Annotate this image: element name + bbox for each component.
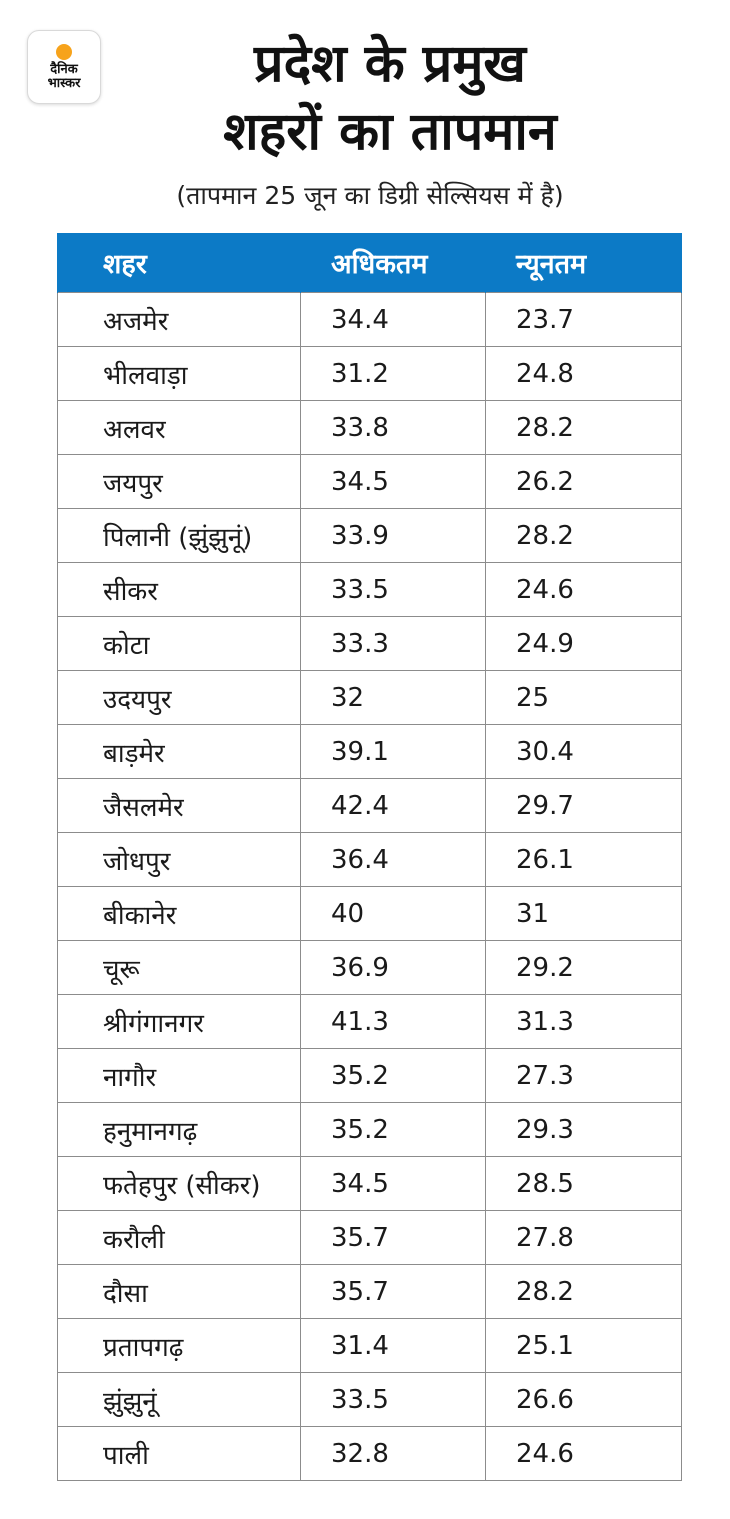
- table-row: [58, 1103, 682, 1157]
- city-cell: अजमेर: [58, 293, 301, 347]
- max-temp-cell: 31.4: [301, 1319, 486, 1373]
- table-row: [58, 1319, 682, 1373]
- min-temp-cell: 28.2: [486, 401, 682, 455]
- page-subtitle: (तापमान 25 जून का डिग्री सेल्सियस में है): [176, 181, 564, 210]
- table-row: [58, 995, 682, 1049]
- max-temp-cell: 36.9: [301, 941, 486, 995]
- header-max: अधिकतम: [301, 233, 486, 293]
- max-temp-cell: 34.5: [301, 455, 486, 509]
- max-temp-cell: 33.3: [301, 617, 486, 671]
- max-temp-cell: 42.4: [301, 779, 486, 833]
- min-temp-cell: 31: [486, 887, 682, 941]
- table-row: [58, 725, 682, 779]
- table-row: [58, 1373, 682, 1427]
- max-temp-cell: 35.7: [301, 1211, 486, 1265]
- city-cell: बीकानेर: [58, 887, 301, 941]
- min-temp-cell: 26.6: [486, 1373, 682, 1427]
- max-temp-cell: 33.5: [301, 563, 486, 617]
- max-temp-cell: 36.4: [301, 833, 486, 887]
- max-temp-cell: 34.4: [301, 293, 486, 347]
- title-line1: प्रदेश के प्रमुख: [254, 34, 526, 94]
- city-cell: जैसलमेर: [58, 779, 301, 833]
- table-row: [58, 671, 682, 725]
- min-temp-cell: 29.7: [486, 779, 682, 833]
- max-temp-cell: 32: [301, 671, 486, 725]
- table-row: [58, 1049, 682, 1103]
- city-cell: श्रीगंगानगर: [58, 995, 301, 1049]
- min-temp-cell: 28.2: [486, 509, 682, 563]
- table-row: [58, 563, 682, 617]
- min-temp-cell: 31.3: [486, 995, 682, 1049]
- city-cell: कोटा: [58, 617, 301, 671]
- table-row: [58, 617, 682, 671]
- table-row: [58, 833, 682, 887]
- city-cell: करौली: [58, 1211, 301, 1265]
- table-row: [58, 1157, 682, 1211]
- city-cell: प्रतापगढ़: [58, 1319, 301, 1373]
- min-temp-cell: 28.5: [486, 1157, 682, 1211]
- logo-text-line2: भास्कर: [47, 75, 81, 91]
- city-cell: नागौर: [58, 1049, 301, 1103]
- city-cell: पाली: [58, 1427, 301, 1481]
- max-temp-cell: 40: [301, 887, 486, 941]
- table-row: [58, 1265, 682, 1319]
- min-temp-cell: 26.2: [486, 455, 682, 509]
- brand-logo: [27, 30, 101, 104]
- min-temp-cell: 28.2: [486, 1265, 682, 1319]
- city-cell: उदयपुर: [58, 671, 301, 725]
- header-min: न्यूनतम: [486, 233, 682, 293]
- min-temp-cell: 26.1: [486, 833, 682, 887]
- min-temp-cell: 29.3: [486, 1103, 682, 1157]
- header-city: शहर: [58, 233, 301, 293]
- max-temp-cell: 33.5: [301, 1373, 486, 1427]
- city-cell: अलवर: [58, 401, 301, 455]
- max-temp-cell: 35.2: [301, 1103, 486, 1157]
- max-temp-cell: 39.1: [301, 725, 486, 779]
- sun-icon: [56, 44, 72, 60]
- city-cell: भीलवाड़ा: [58, 347, 301, 401]
- page-title: [110, 30, 670, 166]
- temperature-table: [57, 233, 682, 1481]
- min-temp-cell: 27.3: [486, 1049, 682, 1103]
- min-temp-cell: 29.2: [486, 941, 682, 995]
- max-temp-cell: 32.8: [301, 1427, 486, 1481]
- table-row: [58, 509, 682, 563]
- city-cell: पिलानी (झुंझुनूं): [58, 509, 301, 563]
- min-temp-cell: 24.6: [486, 1427, 682, 1481]
- table-row: [58, 293, 682, 347]
- min-temp-cell: 24.6: [486, 563, 682, 617]
- table-row: [58, 887, 682, 941]
- city-cell: फतेहपुर (सीकर): [58, 1157, 301, 1211]
- city-cell: जयपुर: [58, 455, 301, 509]
- city-cell: हनुमानगढ़: [58, 1103, 301, 1157]
- min-temp-cell: 24.8: [486, 347, 682, 401]
- max-temp-cell: 35.7: [301, 1265, 486, 1319]
- max-temp-cell: 31.2: [301, 347, 486, 401]
- min-temp-cell: 27.8: [486, 1211, 682, 1265]
- table-header-row: [58, 233, 682, 293]
- max-temp-cell: 33.8: [301, 401, 486, 455]
- city-cell: बाड़मेर: [58, 725, 301, 779]
- min-temp-cell: 25.1: [486, 1319, 682, 1373]
- min-temp-cell: 24.9: [486, 617, 682, 671]
- city-cell: जोधपुर: [58, 833, 301, 887]
- min-temp-cell: 30.4: [486, 725, 682, 779]
- table-row: [58, 347, 682, 401]
- max-temp-cell: 41.3: [301, 995, 486, 1049]
- table-row: [58, 455, 682, 509]
- city-cell: दौसा: [58, 1265, 301, 1319]
- city-cell: झुंझुनूं: [58, 1373, 301, 1427]
- title-line2: शहरों का तापमान: [223, 102, 557, 162]
- table-row: [58, 941, 682, 995]
- max-temp-cell: 35.2: [301, 1049, 486, 1103]
- min-temp-cell: 23.7: [486, 293, 682, 347]
- city-cell: चूरू: [58, 941, 301, 995]
- max-temp-cell: 33.9: [301, 509, 486, 563]
- table-row: [58, 1427, 682, 1481]
- min-temp-cell: 25: [486, 671, 682, 725]
- table-row: [58, 1211, 682, 1265]
- table-row: [58, 779, 682, 833]
- logo-text-line1: दैनिक: [50, 61, 78, 77]
- table-row: [58, 401, 682, 455]
- max-temp-cell: 34.5: [301, 1157, 486, 1211]
- city-cell: सीकर: [58, 563, 301, 617]
